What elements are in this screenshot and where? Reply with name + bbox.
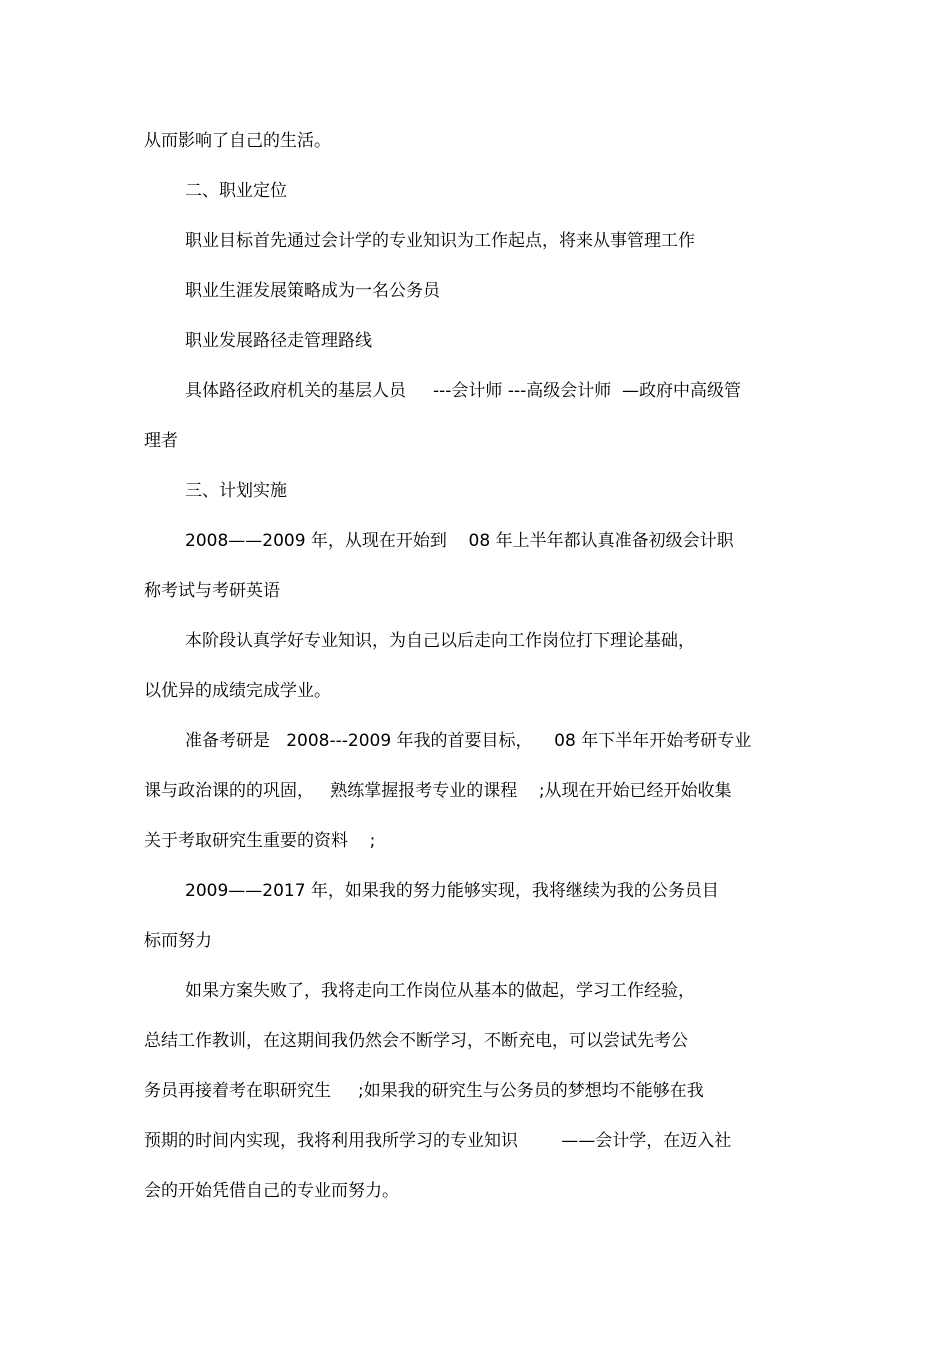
paragraph-line: 总结工作教训，在这期间我仍然会不断学习，不断充电，可以尝试先考公: [144, 1031, 688, 1051]
section-heading-career-positioning: 二、职业定位: [185, 181, 287, 201]
paragraph-line: 本阶段认真学好专业知识，为自己以后走向工作岗位打下理论基础，: [185, 631, 695, 651]
paragraph-line: 如果方案失败了，我将走向工作岗位从基本的做起，学习工作经验，: [185, 981, 695, 1001]
section-heading-plan-implementation: 三、计划实施: [185, 481, 287, 501]
paragraph-line: 2008——2009 年，从现在开始到 08 年上半年都认真准备初级会计职: [185, 531, 734, 551]
paragraph-line: 会的开始凭借自己的专业而努力。: [144, 1181, 399, 1201]
paragraph-line: 预期的时间内实现，我将利用我所学习的专业知识 ——会计学，在迈入社: [144, 1131, 732, 1151]
paragraph-line: 称考试与考研英语: [144, 581, 280, 601]
paragraph-line: 具体路径政府机关的基层人员 ---会计师 ---高级会计师 —政府中高级管: [185, 381, 742, 401]
paragraph-line: 职业生涯发展策略成为一名公务员: [185, 281, 440, 301]
paragraph-line: 务员再接着考在职研究生 ;如果我的研究生与公务员的梦想均不能够在我: [144, 1081, 704, 1101]
paragraph-line: 2009——2017 年，如果我的努力能够实现，我将继续为我的公务员目: [185, 881, 719, 901]
paragraph-line: 以优异的成绩完成学业。: [144, 681, 331, 701]
paragraph-line: 理者: [144, 431, 178, 451]
paragraph-line: 职业目标首先通过会计学的专业知识为工作起点，将来从事管理工作: [185, 231, 695, 251]
paragraph-line: 职业发展路径走管理路线: [185, 331, 372, 351]
paragraph-line: 准备考研是 2008---2009 年我的首要目标， 08 年下半年开始考研专业: [185, 731, 752, 751]
paragraph-line: 关于考取研究生重要的资料 ;: [144, 831, 376, 851]
paragraph-line: 从而影响了自己的生活。: [144, 131, 331, 151]
paragraph-line: 标而努力: [144, 931, 212, 951]
paragraph-line: 课与政治课的的巩固， 熟练掌握报考专业的课程 ;从现在开始已经开始收集: [144, 781, 732, 801]
